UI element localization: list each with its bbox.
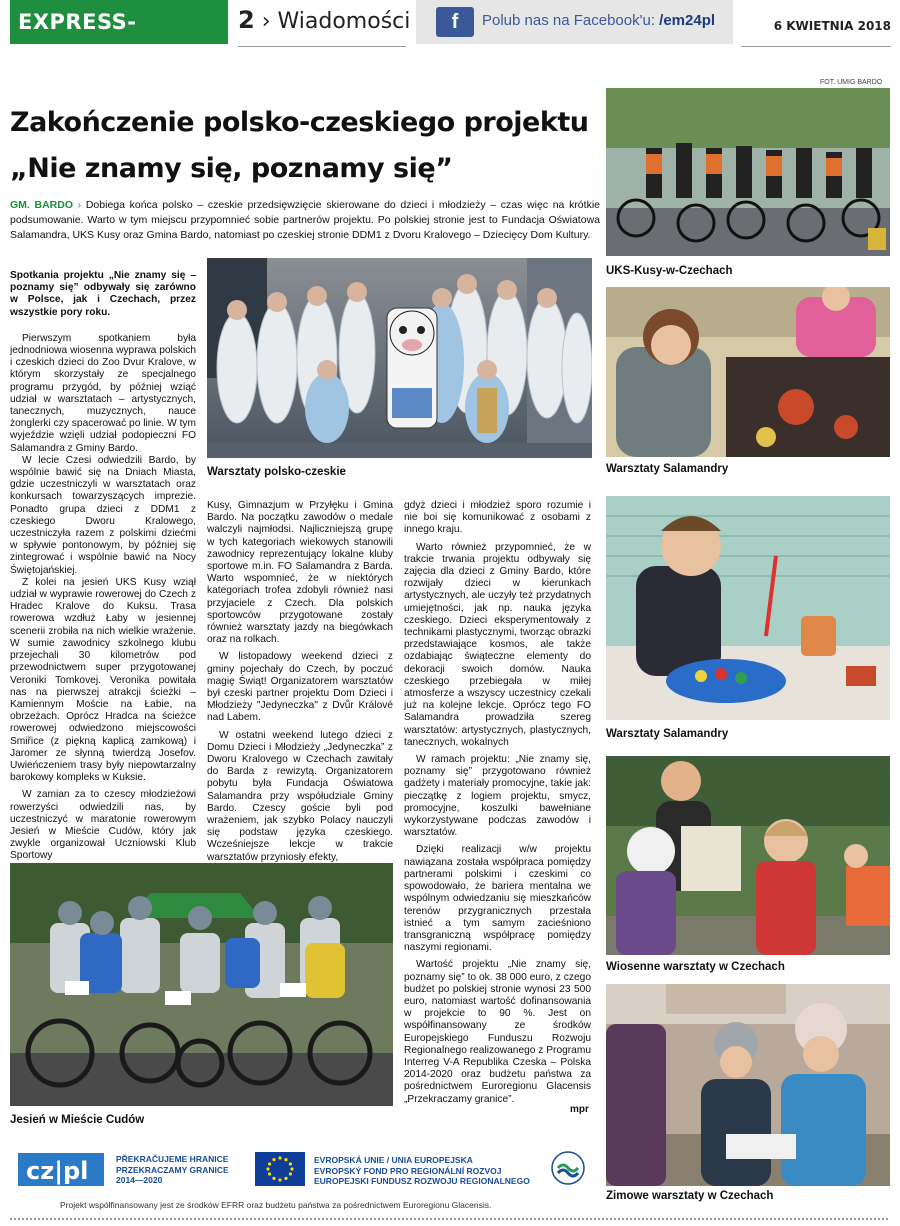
article-column-3 <box>404 500 591 1106</box>
glacensis-logo-icon <box>550 1150 586 1186</box>
photo-credit: FOT. UMIG BARDO <box>820 79 883 86</box>
article-lead <box>10 198 600 243</box>
paragraph: W listopadowy weekend dzieci z gminy pojechały do Czech, by poczuć magię Świąt! Organizatorem warsztatów był czeski partner projektu Dom Dzieci i Młodzieży "Jedyneczka" z Dvůr Králové nad Labem. <box>207 651 393 724</box>
masthead-text: EXPRESS-MIEJSKI.PL <box>18 10 150 78</box>
photo-winter-workshop-image <box>606 984 890 1186</box>
cz-line-1: PŘEKRAČUJEME HRANICE <box>116 1154 229 1164</box>
photo-bike-race <box>10 863 393 1106</box>
paragraph: W lecie Czesi odwiedzili Bardo, by wspólnie bawić się na Dniach Miasta, gdzie uczestniczyli w warsztatach oraz konkursach towarzyszących imprezie. Ponadto grupa dzieci z DDM1 z czeskiego Dworu Kralowego, uczestniczyła razem z polskimi dziećmi w spływie pontonowym, by później się zintegrować i wspólnie bawić na Nocy Świętojańskiej. <box>10 454 196 576</box>
caption-bike-photo: Jesień w Mieście Cudów <box>10 1114 145 1126</box>
cz-pl-program-text <box>116 1154 229 1186</box>
photo-salamandra-1 <box>606 287 890 457</box>
paragraph: W zamian za to czescy młodzieżowi rowerzyści odwiedzili nas, by uczestniczyć w maratonie rowerowym Jesień w Mieście Cudów, który jak zwykle organizował Uczniowski Klub Sportowy <box>10 789 196 862</box>
facebook-handle[interactable]: /em24pl <box>659 12 716 29</box>
eu-line-1: EVROPSKÁ UNIE / UNIA EUROPEJSKA <box>314 1155 473 1165</box>
facebook-like-icon[interactable]: f <box>436 7 474 37</box>
facebook-text: Polub nas na Facebook'u: <box>482 12 655 29</box>
photo-workshop-group-image <box>207 258 592 458</box>
paragraph: Wartość projektu „Nie znamy się, poznamy się” to ok. 38 000 euro, z czego budżet po polskiej stronie wynosi 23 500 euro, natomiast wartość dofinansowania w projekcie to 90 %. Jest on współfinansowany ze środków Europejskiego Funduszu Rozwoju Regionalnego realizowanego z Programu Interreg V-A Republika Czeska – Polska 2014-2020 oraz budżetu państwa za pośrednictwem Euroregionu Glacensis „Przekraczamy granice”. <box>404 959 591 1105</box>
page-number: 2 <box>238 6 255 34</box>
caption-side-4: Wiosenne warsztaty w Czechach <box>606 961 785 973</box>
eu-stars-icon <box>255 1152 305 1186</box>
paragraph: W ostatni weekend lutego dzieci z Domu Dzieci i Młodzieży „Jedyneczka” z Dworu Kralovego w Czechach zawitały do Barda z rewizytą. Organizatorem pobytu była Fundacja Oświatowa Salamandra przy współudziale Gminy Bardo. Czescy goście byli pod wrażeniem, jak szybko Polacy nauczyli się podstaw języka czeskiego. Wcześniejsze lekcje w trakcie warsztatów przyniosły efekty, <box>207 729 393 863</box>
paragraph: W ramach projektu: „Nie znamy się, poznamy się” przygotowano również gadżety i materiały promocyjne, takie jak: pieczątkę z logiem projektu, smycz, promocyjne, koszulki bawełniane wykorzystywane podczas zawodów i warsztatów. <box>404 754 591 839</box>
funding-note: Projekt współfinansowany jest ze środków EFRR oraz budżetu państwa za pośrednictwem Euroregionu Glacensis. <box>60 1200 492 1210</box>
article-headline <box>10 100 600 192</box>
lead-location: GM. BARDO <box>10 199 73 211</box>
caption-main-photo: Warsztaty polsko-czeskie <box>207 466 346 478</box>
headline-line-1: Zakończenie polsko-czeskiego projektu <box>10 107 589 138</box>
photo-spring-workshop-image <box>606 756 890 955</box>
cz-logo-text: cz|pl <box>26 1157 89 1185</box>
headline-line-2: „Nie znamy się, poznamy się” <box>10 153 453 184</box>
paragraph: Z kolei na jesień UKS Kusy wziął udział w wyprawie rowerowej do Czech z Hradec Kralove do Kuksu. Trasa rowerowa wzdłuż Łaby w jesiennej scenerii zrobiła na nich wielkie wrażenie. W sumie zawodnicy szkolnego klubu przejechali 30 kilometrów pod przewodnictwem super przygotowanej Veroniki Tomkovej. Veronika powitała nas na pierwszej atrakcji ścieżki – Kamiennym Moście na Łabie, na obrzeżach. Oprócz Hradca na ścieżce rowerowej odwiedzono miejscowości Smiřice (z piękną kaplicą zamkową) i Jaromer ze słynną twierdzą Josefov. Uwieńczeniem trasy były niepowtarzalny barokowy kompleks w Kuksie. <box>10 576 196 784</box>
photo-salamandra-2 <box>606 496 890 720</box>
photo-salamandra-1-image <box>606 287 890 457</box>
caption-side-3: Warsztaty Salamandry <box>606 728 729 740</box>
paragraph: Pierwszym spotkaniem była jednodniowa wiosenna wyprawa polskich i czeskich dzieci do Zoo Dvur Kralove, w którym skorzystały ze specjalnego programu przygód, by później wziąć udział w warsztatach – artystycznych, tanecznych, muzycznych, nauce żonglerki czy spacerować po linie. W tym wyjeździe wzięli udział podopieczni FO Salamandra z Gminy Bardo. <box>10 332 196 454</box>
page-section <box>238 6 410 34</box>
article-author: mpr <box>570 1104 589 1115</box>
issue-date: 6 KWIETNIA 2018 <box>773 19 891 33</box>
facebook-promo[interactable] <box>482 12 715 29</box>
eu-fund-text <box>314 1155 530 1187</box>
photo-spring-workshop <box>606 756 890 955</box>
chevron-right-icon: › <box>73 199 86 211</box>
article-column-1 <box>10 270 196 863</box>
eu-flag-icon <box>255 1152 305 1186</box>
photo-workshop-group <box>207 258 592 458</box>
paragraph: Dzięki realizacji w/w projektu nawiązana została współpraca pomiędzy partnerami polskimi i czeskimi co spowodowało, że bariera mentalna we wspólnym odwiedzaniu się mieszkańców terenów przygranicznych przestała istnieć a tym samym zacieśniono transgraniczną współpracę pomiędzy naszymi regionami. <box>404 844 591 954</box>
paragraph: Warto również przypomnieć, że w trakcie trwania projektu odbywały się zajęcia dla dzieci z Gminy Bardo, które rozwijały dzieci w kierunkach artystycznych, ale uczyły też przydatnych umiejętności, jak np. nauka języka czeskiego. Dzieci eksperymentowały z technikami plastycznymi, tworząc obrazki przedstawiające kosmos, ale także ozdabiając świąteczne elementy do dekoracji swoich domów. Nauka czeskiego przebiegała w miłej atmosferze a wszyscy uczestnicy czekali już na kolejne lekcje. Oprócz tego FO Salamandra prowadziła szereg warsztatów: artystycznych, plastycznych, tanecznych, wokalnych <box>404 541 591 748</box>
date-rule <box>741 46 891 47</box>
euroregion-glacensis-logo <box>550 1150 586 1186</box>
section-name: Wiadomości <box>277 9 411 34</box>
interreg-cz-pl-logo <box>18 1151 104 1188</box>
caption-side-1: UKS-Kusy-w-Czechach <box>606 265 733 277</box>
eu-line-3: EUROPEJSKI FUNDUSZ ROZWOJU REGIONALNEGO <box>314 1176 530 1186</box>
eu-line-2: EVROPSKÝ FOND PRO REGIONÁLNÍ ROZVOJ <box>314 1165 502 1176</box>
article-intro: Spotkania projektu „Nie znamy się – poznamy się” odbywały się zarówno w Polsce, jak i Czechach, przez wszystkie pory roku. <box>10 270 196 318</box>
article-column-2 <box>207 500 393 864</box>
caption-side-5: Zimowe warsztaty w Czechach <box>606 1190 774 1202</box>
photo-uks-kusy <box>606 88 890 256</box>
paragraph: gdyż dzieci i młodzież sporo rozumie i nie boi się komunikować z osobami z innego kraju. <box>404 500 591 536</box>
photo-uks-kusy-image <box>606 88 890 256</box>
paragraph: Kusy, Gimnazjum w Przyłęku i Gmina Bardo. Na początku zawodów o medale walczyli najmłodsi. Najliczniejszą grupę w tych kategoriach wiekowych stanowili zawodnicy reprezentujący lokalne kluby sportowe m.in. FO Salamandra z Barda. Warto wspomnieć, że w niektórych kategoriach trofea zdobyli również nasi przyjaciele z Czech. Dla polskich sportowców przygotowane zostały również warsztaty jazdy na biegówkach oraz na rolkach. <box>207 500 393 646</box>
masthead-logo[interactable] <box>10 0 228 78</box>
cz-pl-logo-icon <box>18 1151 104 1188</box>
bottom-rule <box>10 1218 890 1220</box>
caption-side-2: Warsztaty Salamandry <box>606 463 729 475</box>
section-rule <box>238 46 406 47</box>
photo-bike-race-image <box>10 863 393 1106</box>
cz-line-3: 2014—2020 <box>116 1175 163 1185</box>
photo-winter-workshop <box>606 984 890 1186</box>
chevron-right-icon: › <box>261 9 271 34</box>
cz-line-2: PRZEKRACZAMY GRANICE <box>116 1164 229 1175</box>
photo-salamandra-2-image <box>606 496 890 720</box>
lead-text: Dobiega końca polsko – czeskie przedsięwzięcie skierowane do dzieci i młodzieży – czas więc na krótkie podsumowanie. Warto w tym miejscu przypomnieć sobie partnerów projektu. Po polskiej stronie jest to Fundacja Oświatowa Salamandra, UKS Kusy oraz Gmina Bardo, natomiast po czeskiej stronie DDM1 z Dvoru Kralovego – Dziecięcy Dom Kultury. <box>10 199 600 241</box>
